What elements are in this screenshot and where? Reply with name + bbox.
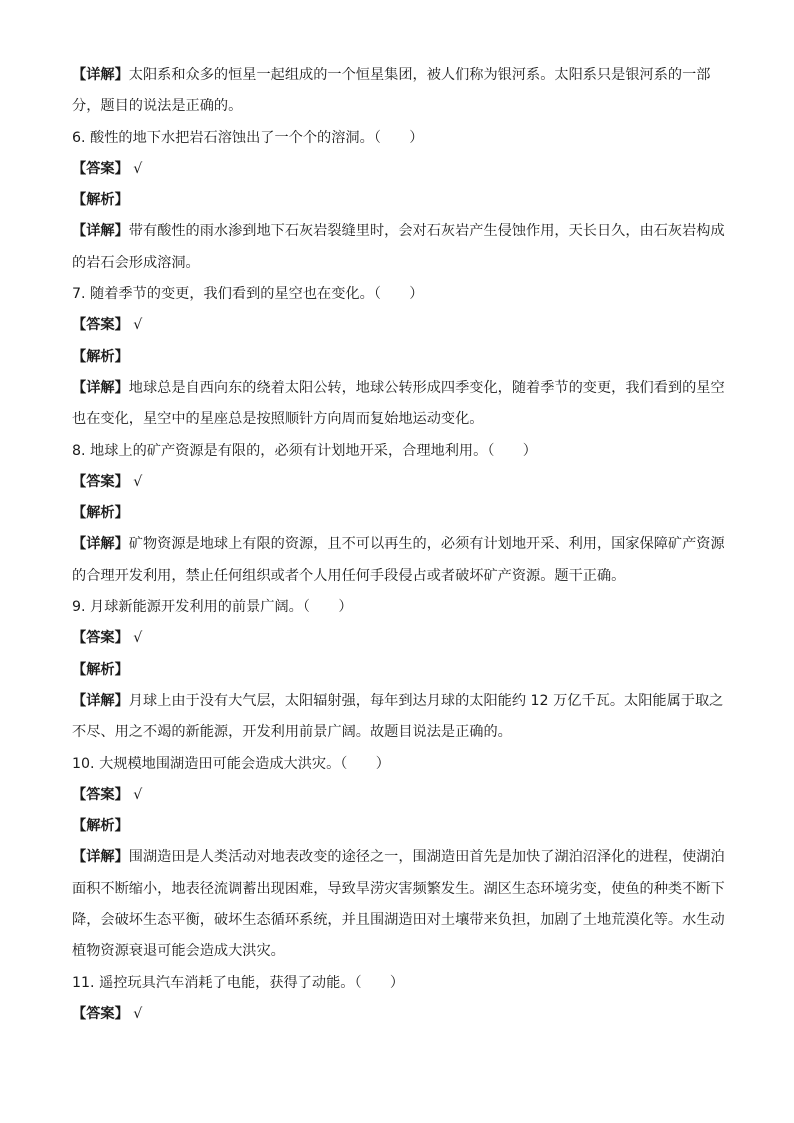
answer-tag: 【答案】: [72, 317, 129, 334]
question-line: 10. 大规模地围湖造田可能会造成大洪灾。（ ）: [72, 755, 390, 772]
answer-tag: 【答案】: [72, 473, 129, 490]
detail-continuation-line: [72, 406, 722, 432]
detail-line: [72, 62, 722, 88]
answer-line: [72, 156, 722, 182]
question-line: 11. 遥控玩具汽车消耗了电能，获得了动能。（ ）: [72, 974, 405, 991]
detail-line: [72, 375, 725, 401]
answer-line: [72, 782, 722, 808]
detail-tag: 【详解】: [72, 379, 129, 396]
detail-text: 的合理开发利用，禁止任何组织或者个人用任何手段侵占或者破坏矿产资源。题干正确。: [72, 567, 626, 584]
detail-text: 围湖造田是人类活动对地表改变的途径之一，围湖造田首先是加快了湖泊沼泽化的进程，使湖泊: [128, 849, 725, 866]
analysis-line: [72, 344, 722, 370]
detail-tag: 【详解】: [72, 692, 129, 709]
detail-text: 分，题目的说法是正确的。: [72, 98, 243, 115]
detail-text: 带有酸性的雨水渗到地下石灰岩裂缝里时，会对石灰岩产生侵蚀作用，天长日久，由石灰岩构成: [128, 223, 725, 240]
question-line: 8. 地球上的矿产资源是有限的，必须有计划地开采，合理地利用。（ ）: [72, 442, 537, 459]
answer-line: [72, 625, 722, 651]
detail-text: 植物资源衰退可能会造成大洪灾。: [72, 943, 285, 960]
detail-continuation-line: [72, 876, 725, 902]
analysis-tag: 【解析】: [72, 505, 129, 522]
answer-tag: 【答案】: [72, 786, 129, 803]
answer-line: [72, 312, 722, 338]
analysis-tag: 【解析】: [72, 192, 129, 209]
analysis-line: [72, 187, 722, 213]
analysis-line: [72, 500, 722, 526]
answer-tag: 【答案】: [72, 1005, 129, 1022]
answer-line: [72, 1001, 722, 1027]
detail-text: 的岩石会形成溶洞。: [72, 254, 200, 271]
detail-text: 降，会破坏生态平衡，破坏生态循环系统，并且围湖造田对土壤带来负担，加剧了土地荒漠化等。水生动: [72, 912, 725, 929]
answer-value: √: [133, 473, 143, 490]
detail-continuation-line: [72, 93, 722, 119]
answer-value: √: [133, 1005, 143, 1022]
analysis-line: [72, 813, 722, 839]
detail-text: 地球总是自西向东的绕着太阳公转，地球公转形成四季变化，随着季节的变更，我们看到的星空: [128, 379, 725, 396]
question-line: 9. 月球新能源开发利用的前景广阔。（ ）: [72, 599, 353, 616]
detail-text: 也在变化，星空中的星座总是按照顺针方向周而复始地运动变化。: [72, 411, 484, 428]
detail-line: [72, 218, 725, 244]
detail-continuation-line: [72, 907, 725, 933]
analysis-line: [72, 657, 722, 683]
question-line: 7. 随着季节的变更，我们看到的星空也在变化。（ ）: [72, 286, 424, 303]
question-line: 6. 酸性的地下水把岩石溶蚀出了一个个的溶洞。（ ）: [72, 129, 424, 146]
detail-tag: 【详解】: [72, 67, 129, 83]
answer-value: √: [133, 786, 143, 803]
answer-value: √: [133, 630, 143, 647]
detail-continuation-line: [72, 719, 722, 745]
detail-tag: 【详解】: [72, 536, 129, 553]
detail-continuation-line: [72, 563, 722, 589]
analysis-tag: 【解析】: [72, 661, 129, 678]
detail-text: 太阳系和众多的恒星一起组成的一个恒星集团，被人们称为银河系。太阳系只是银河系的一部: [128, 67, 711, 83]
detail-continuation-line: [72, 250, 722, 276]
detail-line: [72, 531, 725, 557]
detail-text: 面积不断缩小，地表径流调蓄出现困难，导致旱涝灾害频繁发生。湖区生态环境劣变，使鱼的种类不断下: [72, 880, 725, 897]
answer-value: √: [133, 160, 143, 177]
detail-text: 矿物资源是地球上有限的资源，且不可以再生的，必须有计划地开采、利用，国家保障矿产资源: [128, 536, 725, 553]
detail-tag: 【详解】: [72, 849, 129, 866]
analysis-tag: 【解析】: [72, 818, 129, 835]
answer-line: [72, 469, 722, 495]
detail-text: 不尽、用之不竭的新能源，开发利用前景广阔。故题目说法是正确的。: [72, 724, 512, 741]
detail-text: 月球上由于没有大气层，太阳辐射强，每年到达月球的太阳能约 12 万亿千瓦。太阳能属于取之: [128, 692, 724, 709]
answer-value: √: [133, 317, 143, 334]
answer-tag: 【答案】: [72, 630, 129, 647]
analysis-tag: 【解析】: [72, 348, 129, 365]
detail-line: [72, 844, 725, 870]
document-page: [72, 62, 725, 1032]
answer-tag: 【答案】: [72, 160, 129, 177]
detail-tag: 【详解】: [72, 223, 129, 240]
detail-continuation-line: [72, 938, 722, 964]
detail-line: [72, 688, 722, 714]
